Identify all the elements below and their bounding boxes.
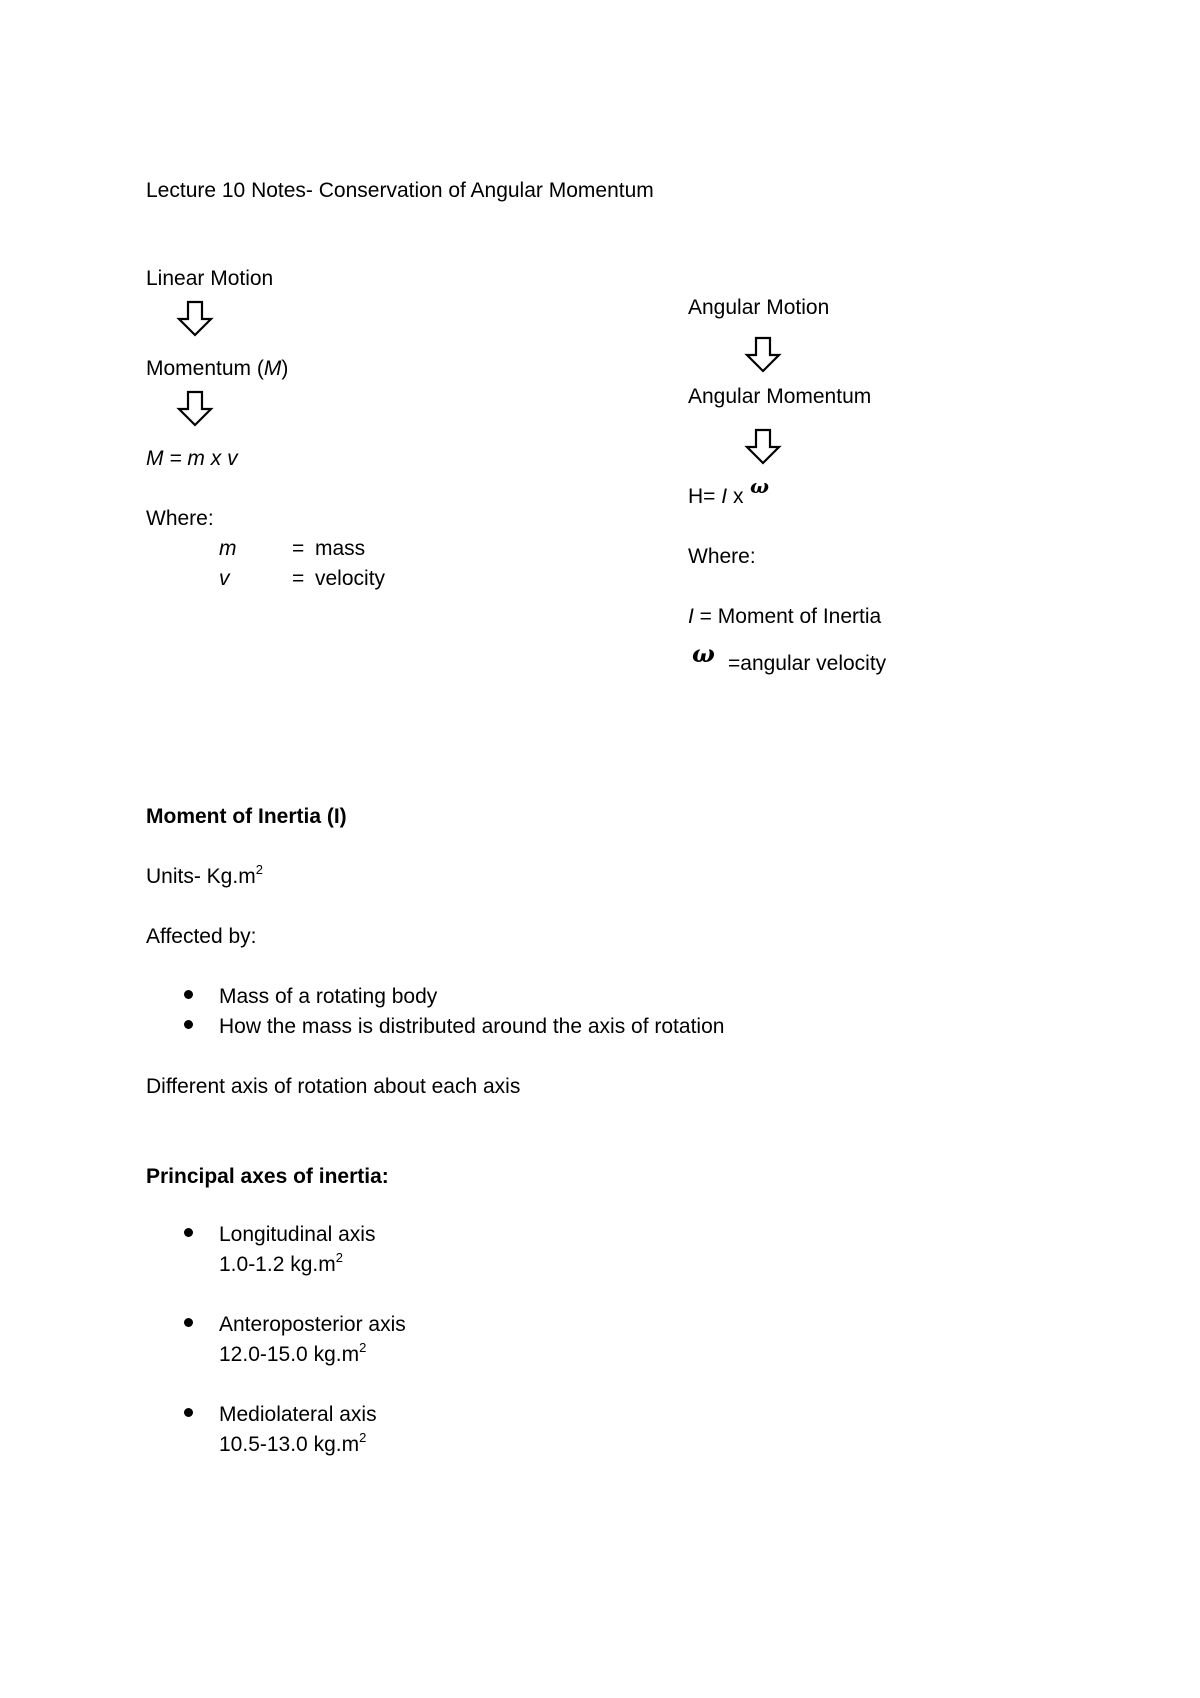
linear-motion-heading: Linear Motion (146, 267, 274, 290)
def-moment-of-inertia: I = Moment of Inertia (688, 605, 882, 628)
bullet-icon (184, 1020, 193, 1029)
bullet-icon (184, 1318, 193, 1327)
def-equals: = (292, 567, 305, 590)
down-arrow-icon (744, 336, 782, 374)
axis-note: Different axis of rotation about each axis (146, 1075, 521, 1098)
angular-where-label: Where: (688, 545, 756, 568)
def-meaning-mass: mass (315, 537, 366, 560)
axis-value-mediolateral: 10.5-13.0 $kg.m^2$ (219, 1430, 367, 1456)
down-arrow-icon (176, 300, 214, 338)
axis-value-anteroposterior: 12.0-15.0 $kg.m^2$ (219, 1340, 367, 1366)
down-arrow-icon (176, 390, 214, 428)
axis-name-anteroposterior: Anteroposterior axis (219, 1313, 406, 1336)
linear-momentum-formula: M = m x v (146, 447, 238, 470)
principal-axes-heading: Principal axes of inertia: (146, 1165, 389, 1188)
affected-by-label: Affected by: (146, 925, 257, 948)
list-item: How the mass is distributed around the axis of rotation (219, 1015, 725, 1038)
bullet-icon (184, 990, 193, 999)
linear-where-label: Where: (146, 507, 214, 530)
def-symbol-v: v (219, 567, 230, 590)
def-meaning-velocity: velocity (315, 567, 386, 590)
list-item: Mass of a rotating body (219, 985, 438, 1008)
omega-icon: ω (692, 639, 715, 668)
angular-momentum-formula: H= I x (688, 485, 744, 508)
down-arrow-icon (744, 428, 782, 466)
def-symbol-m: m (219, 537, 237, 560)
angular-motion-heading: Angular Motion (688, 296, 830, 319)
momentum-heading: Momentum (M) (146, 357, 289, 380)
axis-name-longitudinal: Longitudinal axis (219, 1223, 376, 1246)
bullet-icon (184, 1408, 193, 1417)
def-equals: = (292, 537, 305, 560)
axis-value-longitudinal: 1.0-1.2 $kg.m^2$ (219, 1250, 343, 1276)
document-title: Lecture 10 Notes- Conservation of Angular Momentum (146, 179, 654, 202)
def-angular-velocity: =angular velocity (728, 652, 887, 675)
axis-name-mediolateral: Mediolateral axis (219, 1403, 377, 1426)
inertia-heading: Moment of Inertia (I) (146, 805, 347, 828)
bullet-icon (184, 1228, 193, 1237)
inertia-units: Units- $Kg.m^2$ (146, 862, 263, 888)
angular-momentum-heading: Angular Momentum (688, 385, 872, 408)
omega-icon: ω (750, 474, 770, 498)
